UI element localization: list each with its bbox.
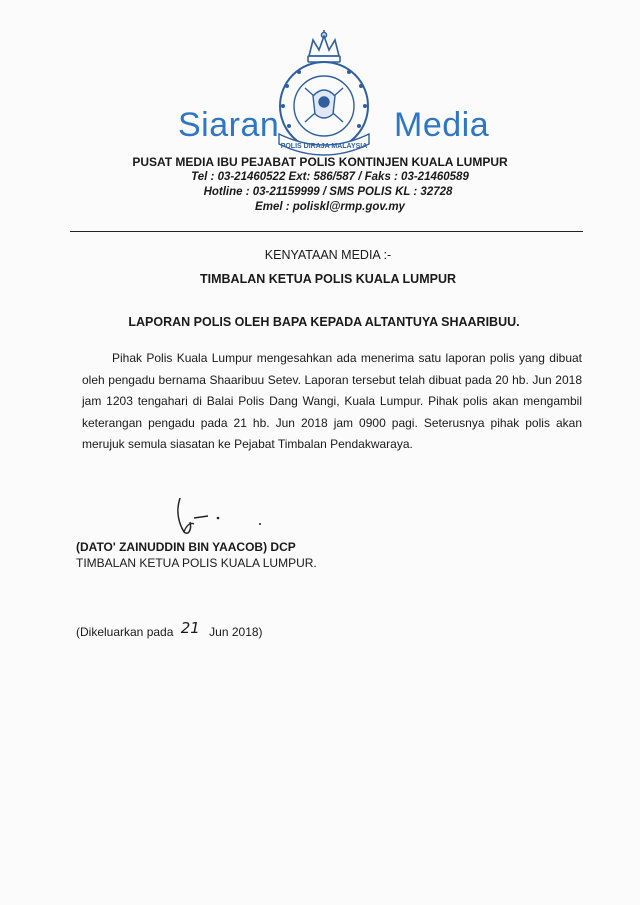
telephone-line: Tel : 03-21460522 Ext: 586/587 / Faks : 03-21460589 [191, 171, 469, 183]
hotline-line: Hotline : 03-21159999 / SMS POLIS KL : 32728 [203, 186, 453, 198]
issued-day-handwritten: 21 [180, 619, 200, 637]
statement-kind: KENYATAAN MEDIA :- [264, 248, 392, 262]
header-divider [70, 231, 583, 232]
issued-date [76, 619, 263, 640]
police-crest-logo [265, 30, 383, 158]
media-word: Media [394, 106, 490, 144]
handwritten-signature [160, 492, 280, 542]
signatory-name: (DATO' ZAINUDDIN BIN YAACOB) DCP [76, 540, 296, 554]
statement-body: Pihak Polis Kuala Lumpur mengesahkan ada menerima satu laporan polis yang dibuat oleh pengadu bernama Shaaribuu Setev. Laporan tersebut telah dibuat pada 20 hb. Jun 2018 jam 1203 tengahari di Balai Polis Dang Wangi, Kuala Lumpur. Pihak polis akan mengambil keterangan pengadu pada 21 hb. Jun 2018 jam 0900 pagi. Seterusnya pihak polis akan merujuk semula siasatan ke Pejabat Timbalan Pendakwaraya. [82, 351, 582, 451]
siaran-word: Siaran [178, 106, 280, 144]
email-line: Emel : poliskl@rmp.gov.my [255, 201, 405, 213]
organisation-name: PUSAT MEDIA IBU PEJABAT POLIS KONTINJEN KUALA LUMPUR [132, 155, 508, 169]
crest-banner-text: POLIS DIRAJA MALAYSIA [280, 143, 368, 150]
issued-suffix: Jun 2018) [209, 625, 263, 639]
statement-issuer: TIMBALAN KETUA POLIS KUALA LUMPUR [200, 272, 456, 286]
signatory-title: TIMBALAN KETUA POLIS KUALA LUMPUR. [76, 556, 317, 570]
statement-subject: LAPORAN POLIS OLEH BAPA KEPADA ALTANTUYA SHAARIBUU. [128, 315, 520, 329]
issued-prefix: (Dikeluarkan pada [76, 625, 174, 639]
